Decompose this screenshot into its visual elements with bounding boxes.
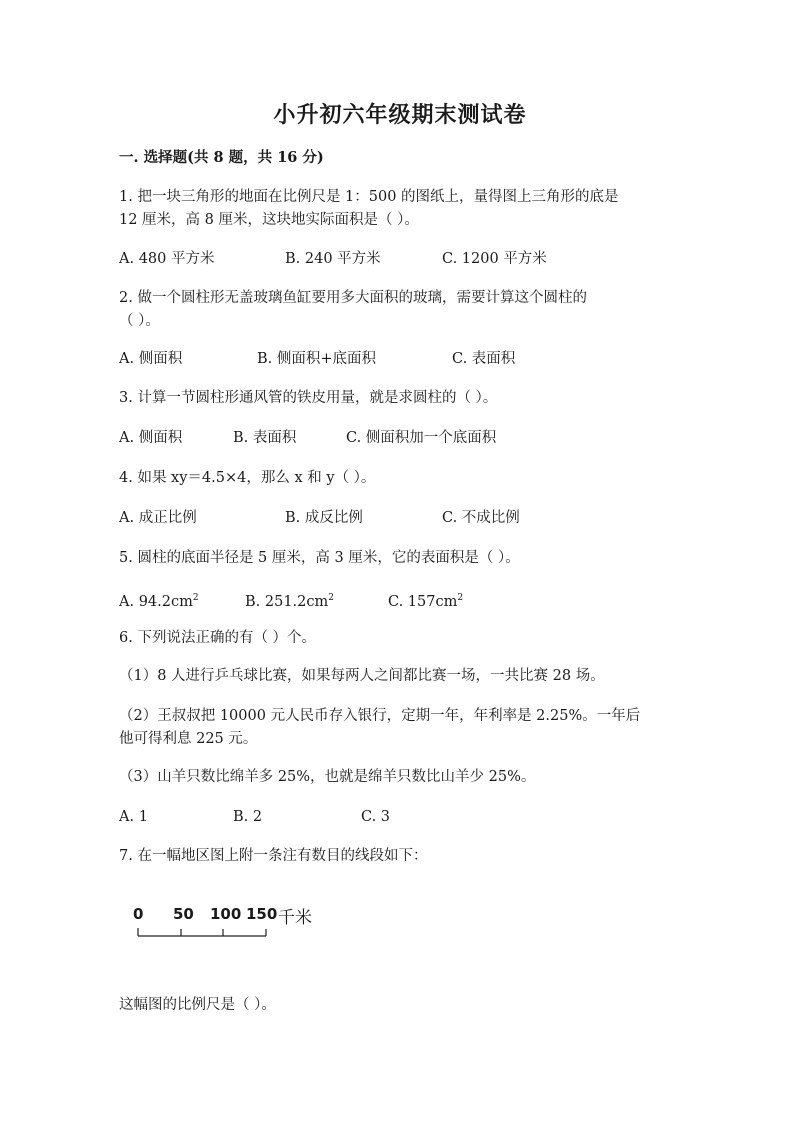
scale-label-50: 50 [173, 905, 194, 923]
q6-statement-2-line1: （2）王叔叔把 10000 元人民币存入银行，定期一年，年利率是 2.25%。一年后 [119, 708, 641, 724]
q5-option-c [388, 588, 463, 612]
scale-label-100: 100 [210, 905, 242, 923]
q1-text-line2: 12 厘米，高 8 厘米，这块地实际面积是（ ）。 [119, 212, 419, 228]
q3-option-a: A. 侧面积 [119, 430, 183, 446]
q1-option-a: A. 480 平方米 [119, 251, 215, 267]
q2-option-c: C. 表面积 [452, 351, 516, 367]
scale-bar-line [133, 905, 333, 945]
scale-label-0: 0 [133, 905, 144, 923]
q7-text-line1: 7. 在一幅地区图上附一条注有数目的线段如下： [119, 848, 428, 864]
q6-statement-2-line2: 他可得利息 225 元。 [119, 731, 258, 747]
q6-statement-3: （3）山羊只数比绵羊多 25%，也就是绵羊只数比山羊少 25%。 [119, 769, 536, 785]
q5-option-a-sup: 2 [192, 593, 199, 603]
q3-option-b: B. 表面积 [233, 430, 297, 446]
q2-option-a: A. 侧面积 [119, 351, 183, 367]
scale-unit-label: 千米 [278, 908, 312, 928]
q5-option-b-text: B. 251.2cm [245, 593, 329, 610]
q5-option-c-sup: 2 [457, 593, 464, 603]
q5-option-c-text: C. 157cm [388, 593, 458, 610]
q3-option-c: C. 侧面积加一个底面积 [346, 430, 497, 446]
q6-text-line1: 6. 下列说法正确的有（ ）个。 [119, 630, 317, 646]
q5-option-a-text: A. 94.2cm [119, 593, 193, 610]
q4-text-line1: 4. 如果 xy＝4.5×4，那么 x 和 y（ ）。 [119, 470, 376, 486]
q1-option-b: B. 240 平方米 [285, 251, 381, 267]
q3-text-line1: 3. 计算一节圆柱形通风管的铁皮用量，就是求圆柱的（ ）。 [119, 390, 498, 406]
q6-option-c: C. 3 [361, 809, 391, 825]
q6-option-a: A. 1 [119, 809, 148, 825]
q6-statement-1: （1）8 人进行乒乓球比赛，如果每两人之间都比赛一场，一共比赛 28 场。 [119, 668, 605, 684]
q5-text-line1: 5. 圆柱的底面半径是 5 厘米，高 3 厘米，它的表面积是（ ）。 [119, 550, 520, 566]
q5-option-a [119, 588, 199, 612]
q5-option-b [245, 588, 334, 612]
q6-option-b: B. 2 [233, 809, 263, 825]
q4-option-b: B. 成反比例 [285, 510, 363, 526]
scale-bar-figure [133, 905, 333, 945]
q4-option-a: A. 成正比例 [119, 510, 197, 526]
scale-label-150: 150 [246, 905, 278, 923]
section-heading: 一. 选择题(共 8 题，共 16 分) [119, 149, 324, 166]
q2-text-line2: （ ）。 [119, 313, 160, 329]
q1-text-line1: 1. 把一块三角形的地面在比例尺是 1：500 的图纸上，量得图上三角形的底是 [119, 189, 619, 205]
q2-text-line1: 2. 做一个圆柱形无盖玻璃鱼缸要用多大面积的玻璃，需要计算这个圆柱的 [119, 290, 587, 306]
q2-option-b: B. 侧面积+底面积 [257, 351, 377, 367]
q4-option-c: C. 不成比例 [442, 510, 520, 526]
page-title: 小升初六年级期末测试卷 [273, 102, 527, 128]
q7-text-line2: 这幅图的比例尺是（ ）。 [119, 997, 276, 1013]
q1-option-c: C. 1200 平方米 [442, 251, 547, 267]
q5-option-b-sup: 2 [328, 593, 334, 603]
